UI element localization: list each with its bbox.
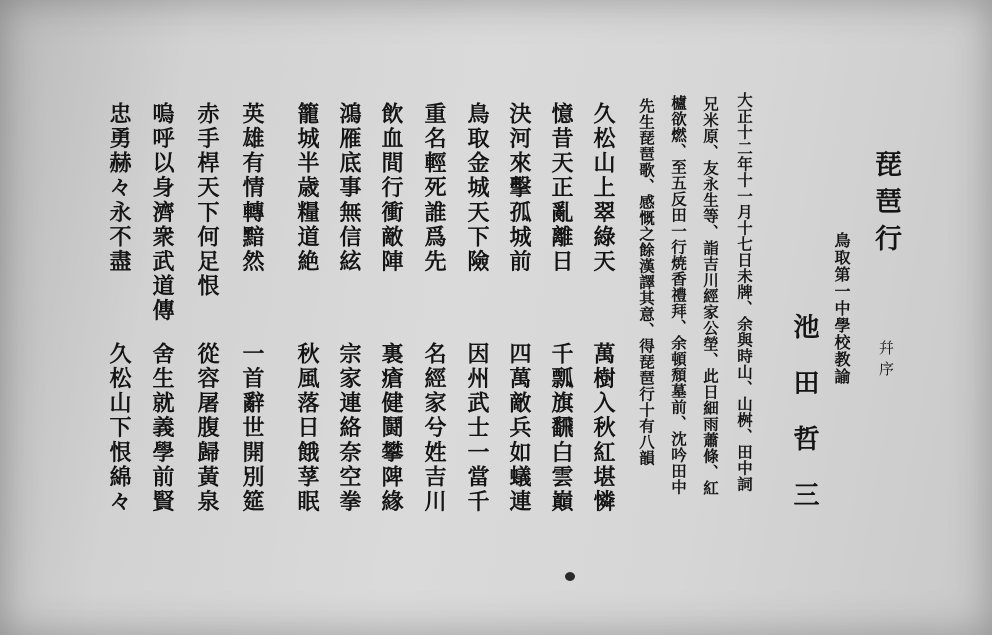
ink-stain xyxy=(565,572,575,581)
verse-lower-line: 宗家連絡奈空拳 xyxy=(336,342,362,515)
verse-upper-line: 久松山上翠綠天 xyxy=(590,102,616,275)
verse-upper-line: 鴻雁底事無信絃 xyxy=(336,102,362,275)
verse-upper-line: 籠城半歳糧道絶 xyxy=(294,102,320,275)
verse-upper-line: 飲血間行衝敵陣 xyxy=(378,102,404,275)
poem-title-suffix: 幷序 xyxy=(877,340,895,382)
preface-line: 櫨欲燃、至五反田一行焼香禮拜、余頓頹墓前、沈吟田中 xyxy=(669,95,688,495)
preface-line: 先生琵琶歌、感慨之餘漢譯其意、得琵琶行十有八韻 xyxy=(637,98,656,466)
verse-lower-line: 秋風落日餓莩眠 xyxy=(294,342,320,515)
author-affiliation: 鳥取第一中學校教諭 xyxy=(832,232,851,385)
verse-upper-line: 英雄有情轉黯然 xyxy=(239,102,265,275)
verse-lower-line: 名經家兮姓吉川 xyxy=(421,342,447,515)
preface-line: 大正十二年十一月十七日未牌、余與時山、山桝、田中詞 xyxy=(735,92,754,492)
preface-line: 兄米原、友永生等、詣吉川經家公塋、此日細雨蕭條、紅 xyxy=(701,96,720,496)
verse-upper-line: 赤手桿天下何足恨 xyxy=(194,102,220,299)
verse-lower-line: 萬樹入秋紅堪憐 xyxy=(590,342,616,515)
verse-lower-line: 因州武士一當千 xyxy=(464,342,490,515)
verse-upper-line: 嗚呼以身濟衆武道傳 xyxy=(149,102,175,324)
verse-lower-line: 千瓢旗飜白雲巔 xyxy=(548,342,574,515)
author-name: 池田哲三 xyxy=(789,313,819,537)
verse-lower-line: 四萬敵兵如蟻連 xyxy=(506,342,532,515)
poem-title: 琵琶行 xyxy=(870,150,901,261)
verse-upper-line: 憶昔天正亂離日 xyxy=(548,102,574,275)
verse-upper-line: 忠勇赫々永不盡 xyxy=(106,102,132,275)
verse-upper-line: 決河來擊孤城前 xyxy=(506,102,532,275)
verse-upper-line: 鳥取金城天下險 xyxy=(464,102,490,275)
verse-lower-line: 從容屠腹歸黃泉 xyxy=(194,342,220,515)
verse-lower-line: 一首辭世開別筵 xyxy=(239,342,265,515)
verse-lower-line: 舍生就義學前賢 xyxy=(149,342,175,515)
verse-upper-line: 重名輕死誰爲先 xyxy=(421,102,447,275)
verse-lower-line: 久松山下恨綿々 xyxy=(106,342,132,515)
verse-lower-line: 裏瘡健鬪攀陴緣 xyxy=(378,342,404,515)
